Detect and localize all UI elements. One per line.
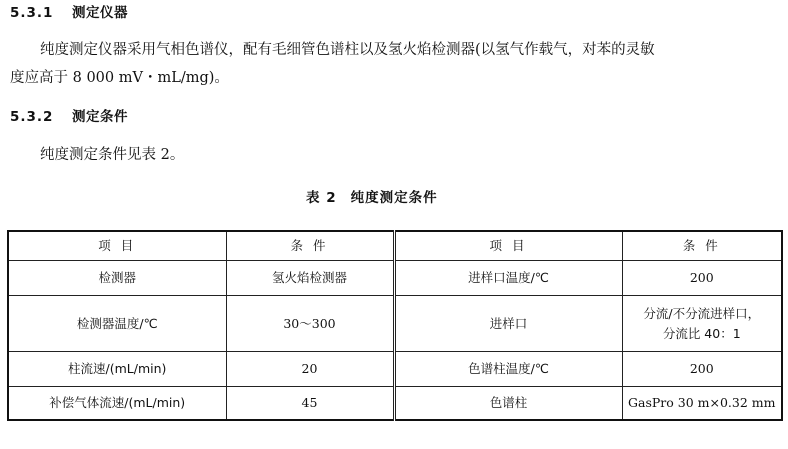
column-header: 项 目 (394, 231, 622, 261)
table-cell: 检测器温度/℃ (8, 296, 226, 352)
table-row (8, 296, 782, 352)
section-532-heading (10, 108, 128, 126)
table-cell: 氢火焰检测器 (226, 261, 394, 296)
table-cell-line: 分流/不分流进样口， (643, 305, 761, 321)
table-cell: 进样口温度/℃ (394, 261, 622, 296)
table-caption-number: 表 2 (306, 190, 337, 206)
table-cell: 20 (226, 352, 394, 387)
table-cell: 色谱柱 (394, 387, 622, 421)
column-header: 项 目 (8, 231, 226, 261)
section-title: 测定条件 (72, 109, 128, 125)
paragraph-line: 度应高于 8 000 mV・mL/mg)。 (10, 70, 229, 86)
paragraph-line: 纯度测定仪器采用气相色谱仪，配有毛细管色谱柱以及氢火焰检测器(以氢气作载气，对苯的灵敏 (40, 42, 655, 58)
table-cell: 45 (226, 387, 394, 421)
table-cell: 200 (622, 261, 782, 296)
table-caption (306, 189, 438, 207)
section-number: 5.3.2 (10, 109, 54, 125)
column-header: 条 件 (622, 231, 782, 261)
table-row (8, 352, 782, 387)
paragraph-line: 纯度测定条件见表 2。 (40, 147, 185, 163)
table-cell-line: 分流比 40：1 (662, 325, 741, 341)
column-header: 条 件 (226, 231, 394, 261)
table-header-row (8, 231, 782, 261)
section-number: 5.3.1 (10, 5, 54, 21)
table-cell: 200 (622, 352, 782, 387)
table-cell: 进样口 (394, 296, 622, 352)
table-cell: 30～300 (226, 296, 394, 352)
table-cell: 色谱柱温度/℃ (394, 352, 622, 387)
table-cell (622, 296, 782, 352)
section-531-heading (10, 4, 128, 22)
section-title: 测定仪器 (72, 5, 128, 21)
conditions-table (7, 230, 783, 421)
table-cell: 补偿气体流速/(mL/min) (8, 387, 226, 421)
table-cell: GasPro 30 m×0.32 mm (622, 387, 782, 421)
table-row (8, 261, 782, 296)
table-cell: 检测器 (8, 261, 226, 296)
table-caption-title: 纯度测定条件 (350, 190, 438, 206)
table-cell: 柱流速/(mL/min) (8, 352, 226, 387)
table-row (8, 387, 782, 421)
